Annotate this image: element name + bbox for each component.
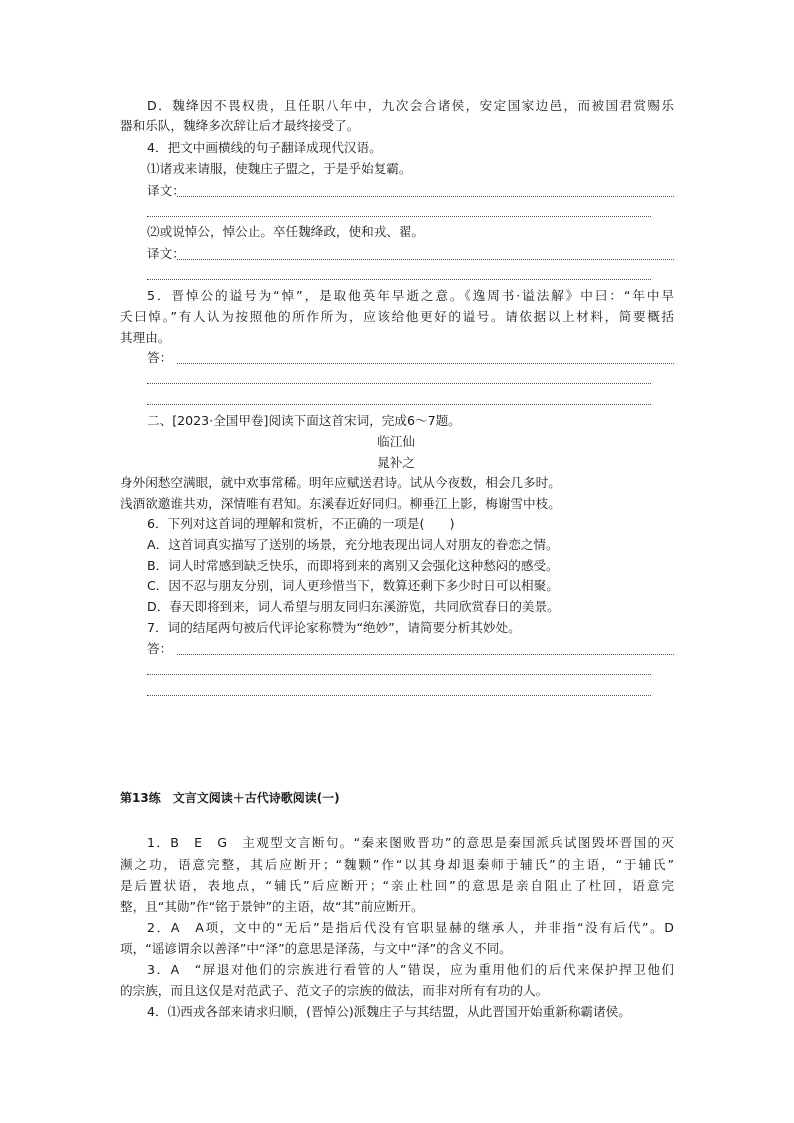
answer-3-line2: 的宗族，而且这仅是对范武子、范文子的宗族的做法，而非对所有有功的人。 [120, 983, 549, 998]
q6-option-c: C．因不忍与朋友分别，词人更珍惜当下，数算还剩下多少时日可以相聚。 [147, 578, 559, 593]
q6-option-d: D．春天即将到来，词人希望与朋友同归东溪游览，共同欣赏春日的美景。 [147, 599, 560, 614]
poem-line-1: 身外闲愁空满眼，就中欢事常稀。明年应赋送君诗。试从今夜数，相会几多时。 [120, 475, 561, 490]
answers-heading: 第13练 文言文阅读＋古代诗歌阅读(一) [120, 791, 340, 805]
q5-line2: 夭曰悼。”有人认为按照他的所作所为，应该给他更好的谥号。请依据以上材料，简要概括 [120, 309, 674, 324]
answer-1-line2: 濒之功，语意完整，其后应断开；“魏颗”作“以其身却退秦师于辅氏”的主语，“于辅氏” [120, 857, 674, 872]
q4-translation-label-2: 译文： [147, 246, 185, 261]
answer-line[interactable] [177, 259, 674, 260]
q4-translation-label-1: 译文： [147, 183, 185, 198]
answer-4-line1: 4．⑴西戎各部来请求归顺，(晋悼公)派魏庄子与其结盟，从此晋国开始重新称霸诸侯。 [147, 1004, 631, 1019]
answer-2-line1: 2．A A项，文中的“无后”是指后代没有官职显赫的继承人，并非指“没有后代”。D [147, 920, 674, 935]
answer-line[interactable] [177, 654, 674, 655]
answer-line[interactable] [177, 363, 674, 364]
answer-1-line4: 整，且“其勋”作“铭于景钟”的主语，故“其”前应断开。 [120, 899, 424, 914]
answer-line[interactable] [147, 216, 651, 217]
q7-answer-label: 答： [147, 641, 173, 656]
answer-1-line3: 是后置状语，表地点，“辅氏”后应断开；“亲止杜回”的意思是亲自阻止了杜回，语意完 [120, 878, 674, 893]
q4-stem: 4．把文中画横线的句子翻译成现代汉语。 [147, 140, 382, 155]
q6-option-a: A．这首词真实描写了送别的场景，充分地表现出词人对朋友的眷恋之情。 [147, 537, 559, 552]
answer-line[interactable] [147, 404, 651, 405]
answer-3-line1: 3．A “屏退对他们的宗族进行看管的人”错误，应为重用他们的后代来保护捍卫他们 [147, 962, 674, 977]
q3-option-d-line1: D．魏绛因不畏权贵，且任职八年中，九次会合诸侯，安定国家边邑，而被国君赏赐乐 [147, 98, 674, 113]
part2-intro: 二、[2023·全国甲卷]阅读下面这首宋词，完成6～7题。 [147, 413, 461, 428]
q5-answer-label: 答： [147, 350, 173, 365]
answer-2-line2: 项，“谣谚谓余以善泽”中“泽”的意思是泽荡，与文中“泽”的含义不同。 [120, 941, 512, 956]
answer-1-line1: 1．B E G 主观型文言断句。“秦来图败晋功”的意思是秦国派兵试图毁坏晋国的灭 [147, 835, 674, 850]
q5-line3: 其理由。 [120, 330, 171, 345]
answer-line[interactable] [177, 196, 674, 197]
q5-line1: 5．晋悼公的谥号为“悼”，是取他英年早逝之意。《逸周书·谥法解》中曰：“年中早 [147, 288, 674, 303]
q7-stem: 7．词的结尾两句被后代评论家称赞为“绝妙”，请简要分析其妙处。 [147, 620, 521, 635]
q3-option-d-line2: 器和乐队，魏绛多次辞让后才最终接受了。 [120, 118, 360, 133]
answer-line[interactable] [147, 674, 651, 675]
q4-sentence-2: ⑵或说悼公，悼公止。卒任魏绛政，使和戎、翟。 [147, 224, 425, 239]
poem-line-2: 浅酒欲邀谁共劝，深情唯有君知。东溪春近好同归。柳垂江上影，梅谢雪中枝。 [120, 496, 561, 511]
q6-option-b: B．词人时常感到缺乏快乐，而即将到来的离别又会强化这种愁闷的感受。 [147, 558, 559, 573]
answer-line[interactable] [147, 279, 651, 280]
poem-title: 临江仙 [377, 434, 415, 449]
q4-sentence-1: ⑴诸戎来请服，使魏庄子盟之，于是乎始复霸。 [147, 161, 412, 176]
q6-stem: 6．下列对这首词的理解和赏析，不正确的一项是( ) [147, 516, 455, 531]
poem-author: 晁补之 [377, 455, 415, 470]
answer-line[interactable] [147, 695, 651, 696]
answer-line[interactable] [147, 383, 651, 384]
